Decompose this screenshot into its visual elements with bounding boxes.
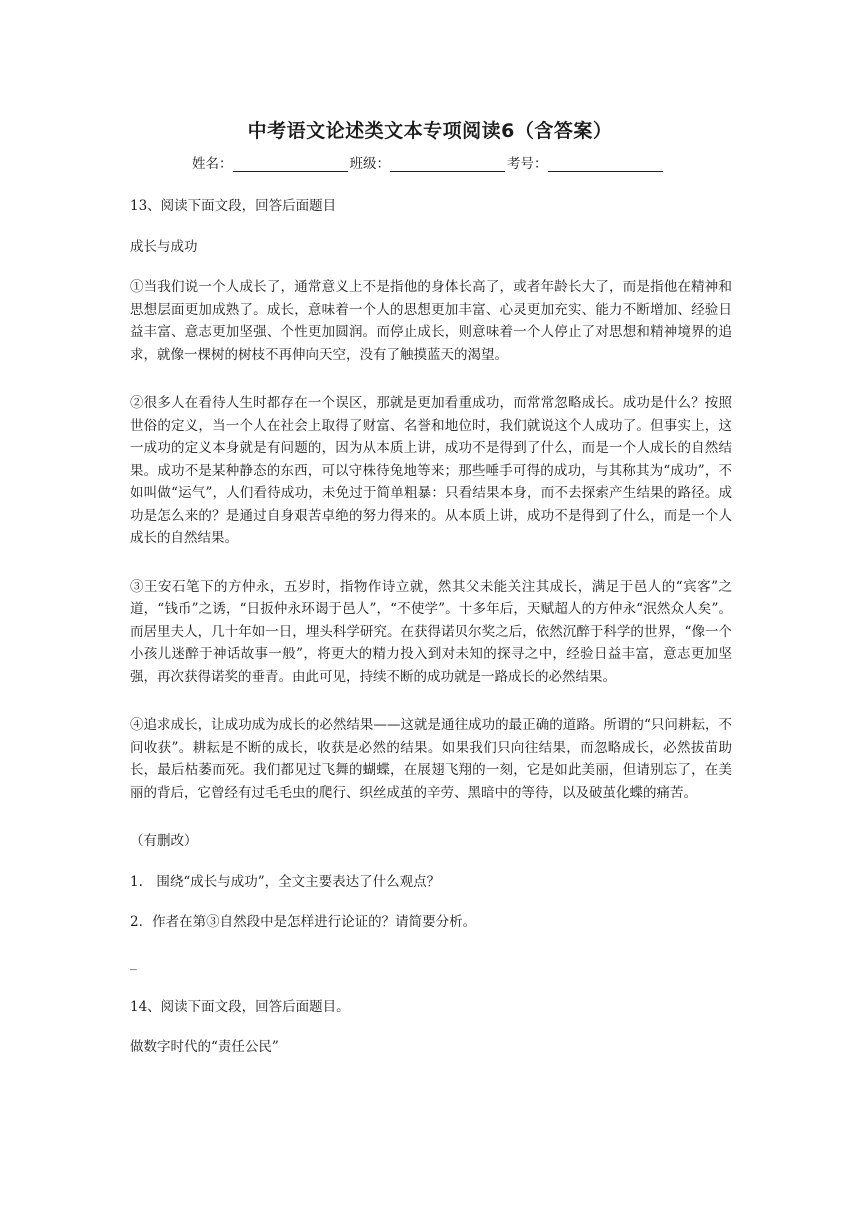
student-info-line [192, 152, 682, 172]
class-label: 班级： [349, 156, 390, 172]
question-13-2: 2．作者在第③自然段中是怎样进行论证的？请简要分析。 [130, 914, 477, 930]
name-label: 姓名： [192, 156, 233, 172]
exam-number-label: 考号： [507, 156, 548, 172]
essay-paragraph-3: ③王安石笔下的方仲永，五岁时，指物作诗立就，然其父未能关注其成长，满足于邑人的“宾客”之道，“钱币”之诱，“日扳仲永环谒于邑人”，“不使学”。十多年后，天赋超人的方仲永“泯然众人矣”。而居里夫人，几十年如一日，埋头科学研究。在获得诺贝尔奖之后，依然沉醉于科学的世界，“像一个小孩儿迷醉于神话故事一般”，将更大的精力投入到对未知的探寻之中，经验日益丰富，意志更加坚强，再次获得诺奖的垂青。由此可见，持续不断的成功就是一路成长的必然结果。 [130, 578, 732, 685]
essay-title-13: 成长与成功 [130, 238, 198, 255]
class-blank [390, 157, 505, 172]
answer-blank-mark: _ [130, 954, 137, 971]
question-14-prompt: 14、阅读下面文段，回答后面题目。 [130, 998, 350, 1015]
exam-number-blank [548, 157, 663, 172]
document-title: 中考语文论述类文本专项阅读6（含答案） [247, 120, 613, 142]
question-13-prompt: 13、阅读下面文段，回答后面题目 [130, 198, 337, 214]
essay-paragraph-4: ④追求成长，让成功成为成长的必然结果——这就是通往成功的最正确的道路。所谓的“只问耕耘，不问收获”。耕耘是不断的成长，收获是必然的结果。如果我们只向往结果，而忽略成长，必然拔苗助长，最后枯萎而死。我们都见过飞舞的蝴蝶，在展翅飞翔的一刻，它是如此美丽，但请别忘了，在美丽的背后，它曾经有过毛毛虫的爬行、织丝成茧的辛劳、黑暗中的等待，以及破茧化蝶的痛苦。 [130, 717, 732, 801]
edit-note: （有删改） [130, 833, 198, 849]
document-body [130, 195, 732, 1077]
name-blank [233, 157, 348, 172]
essay-title-14: 做数字时代的“责任公民” [130, 1039, 279, 1055]
essay-paragraph-1: ①当我们说一个人成长了，通常意义上不是指他的身体长高了，或者年龄长大了，而是指他在精神和思想层面更加成熟了。成长，意味着一个人的思想更加丰富、心灵更加充实、能力不断增加、经验日益丰富、意志更加坚强、个性更加圆润。而停止成长，则意味着一个人停止了对思想和精神境界的追求，就像一棵树的树枝不再伸向天空，没有了触摸蓝天的渴望。 [130, 279, 732, 363]
essay-paragraph-2: ②很多人在看待人生时都存在一个误区，那就是更加看重成功，而常常忽略成长。成功是什么？按照世俗的定义，当一个人在社会上取得了财富、名誉和地位时，我们就说这个人成功了。但事实上，这一成功的定义本身就是有问题的，因为从本质上讲，成功不是得到了什么，而是一个人成长的自然结果。成功不是某种静态的东西，可以守株待兔地等来；那些唾手可得的成功，与其称其为“成功”，不如叫做“运气”，人们看待成功，未免过于简单粗暴：只看结果本身，而不去探索产生结果的路径。成功是怎么来的？是通过自身艰苦卓绝的努力得来的。从本质上讲，成功不是得到了什么，而是一个人成长的自然结果。 [130, 395, 732, 546]
question-13-1: 1. 围绕“成长与成功”，全文主要表达了什么观点？ [130, 873, 441, 890]
